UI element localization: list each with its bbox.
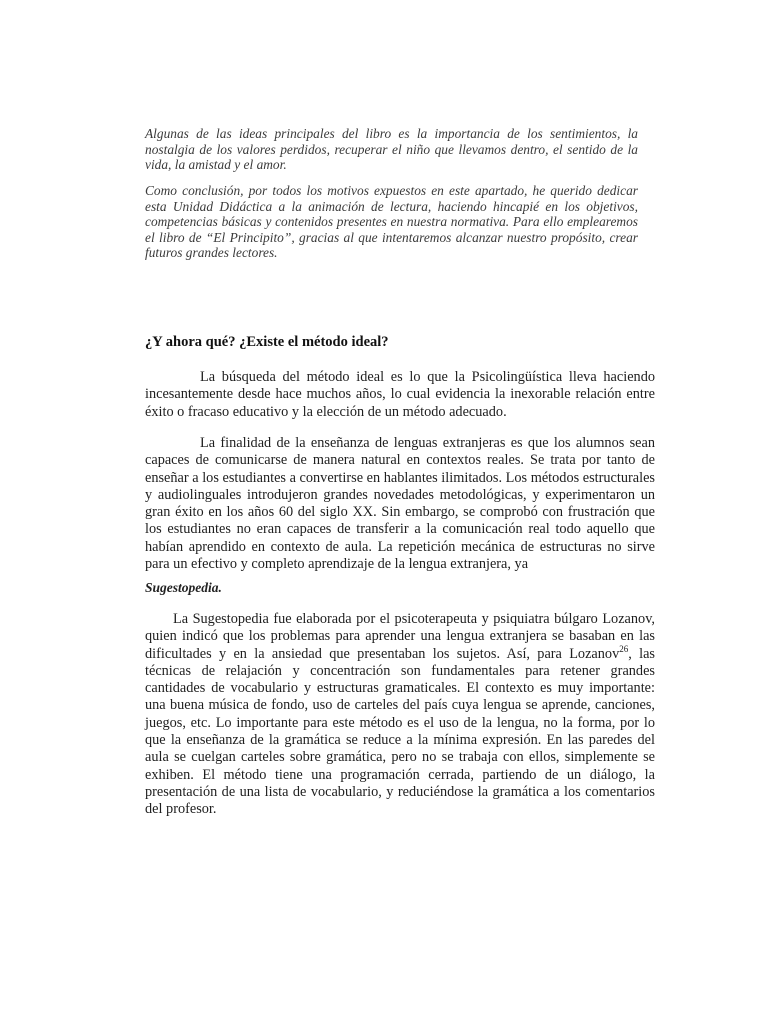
quote-paragraph-1: Algunas de las ideas principales del libro es la importancia de los sentimientos, la nostalgia de los valores perdidos, recuperar el niño que llevamos dentro, el sentido de la vida, la amistad y el amor. — [145, 126, 638, 172]
section-heading: ¿Y ahora qué? ¿Existe el método ideal? — [145, 334, 389, 350]
section-paragraph-2: La finalidad de la enseñanza de lenguas extranjeras es que los alumnos sean capaces de comunicarse de manera natural en contextos reales. Se trata por tanto de enseñar a los estudiantes a convertirse en hablantes ilimitados. Los métodos estructurales y audiolinguales introdujeron grandes novedades metodológicas, y experimentaron un gran éxito en los años 60 del siglo XX. Sin embargo, se comprobó con frustración que los estudiantes no eran capaces de transferir a la comunicación real todo aquello que habían aprendido en contexto de aula. La repetición mecánica de estructuras no sirve para un efectivo y completo aprendizaje de la lengua extranjera, ya — [145, 435, 655, 573]
section-paragraph-1: La búsqueda del método ideal es lo que la Psicolingüística lleva haciendo incesantemente desde hace muchos años, lo cual evidencia la inexorable relación entre éxito o fracaso educativo y la elección de un método adecuado. — [145, 369, 655, 420]
quote-paragraph-2: Como conclusión, por todos los motivos expuestos en este apartado, he querido dedicar esta Unidad Didáctica a la animación de lectura, haciendo hincapié en los objetivos, competencias básicas y contenidos presentes en nuestra normativa. Para ello emplearemos el libro de “El Principito”, gracias al que intentaremos alcanzar nuestro propósito, crear futuros grandes lectores. — [145, 183, 638, 260]
subsection-heading: Sugestopedia. — [145, 580, 222, 595]
subsection-paragraph-text-before-note: La Sugestopedia fue elaborada por el psicoterapeuta y psiquiatra búlgaro Lozanov, quien indicó que los problemas para aprender una lengua extranjera se basaban en las dificultades y en la ansiedad que presentaban los sujetos. Así, para Lozanov — [145, 611, 655, 662]
subsection-paragraph — [145, 611, 655, 819]
subsection-paragraph-text-after-note: , las técnicas de relajación y concentración son fundamentales para retener grandes cantidades de vocabulario y estructuras gramaticales. El contexto es muy importante: una buena música de fondo, uso de carteles del país cuya lengua se aprende, canciones, juegos, etc. Lo importante para este método es el uso de la lengua, no la forma, por lo que la enseñanza de la gramática se reduce a la mínima expresión. En las paredes del aula se cuelgan carteles sobre gramática, pero no se trabaja con ellos, simplemente se exhiben. El método tiene una programación cerrada, partiendo de un diálogo, la presentación de una lista de vocabulario, y reduciéndose la gramática a los comentarios del profesor. — [145, 645, 655, 818]
footnote-marker: 26 — [619, 643, 629, 654]
